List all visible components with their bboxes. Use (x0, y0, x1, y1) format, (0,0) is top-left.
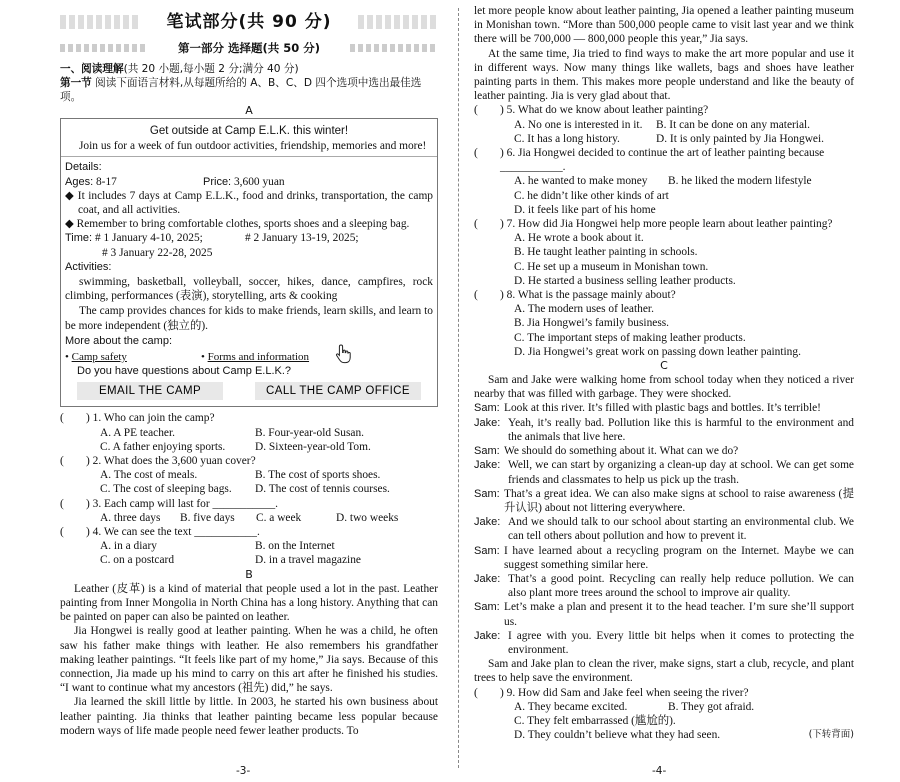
question-7 (474, 217, 854, 288)
reading-note: (共 20 小题,每小题 2 分;满分 40 分) (123, 63, 299, 75)
camp-ad-box (60, 118, 438, 407)
dialogue-text: That’s a good point. Recycling can really help reduce pollution. We can also plant more trees around the school to improve air quality. (508, 572, 854, 600)
ad-links (65, 350, 433, 364)
passage-c-letter: C (660, 359, 668, 373)
question-4 (60, 525, 438, 568)
q8-option-a: A. The modern uses of leather. (514, 303, 654, 316)
camp-headline: Get outside at Camp E.L.K. this winter! (149, 125, 349, 137)
q9-option-c: C. They felt embarrassed (尴尬的). (514, 714, 676, 727)
dialogue-line (474, 629, 854, 657)
speaker-name: Jake: (474, 416, 501, 429)
contact-buttons (65, 378, 433, 402)
dialogue-text: I have learned about a recycling program on the Internet. Maybe we can suggest something similar here. (504, 544, 854, 571)
q7-option-d: D. He started a business selling leather products. (514, 274, 736, 287)
q4-option-c: C. on a postcard (100, 554, 175, 567)
time-3: # 3 January 22-28, 2025 (102, 246, 213, 259)
activities-text: swimming, basketball, volleyball, soccer, hikes, dance, campfires, rock climbing, performances (表演), storytelling, arts & cooking (65, 276, 433, 303)
continue-note: (下转背面) (808, 729, 854, 741)
dialogue-text: Well, we can start by organizing a clean-up day at school. We can get some friends and classmates to help us pick up the trash. (508, 459, 854, 486)
time-2: # 2 January 13-19, 2025; (245, 232, 359, 245)
call-office-button[interactable]: CALL THE CAMP OFFICE (255, 382, 421, 400)
ages-value: 8-17 (93, 175, 117, 188)
instruction-text: 阅读下面语言材料,从每题所给的 A、B、C、D 四个选项中选出最佳选项。 (60, 77, 422, 103)
q9-option-a: A. They became excited. (514, 700, 628, 713)
dialogue-text: Yeah, it’s really bad. Pollution like this is harmful to the environment and the animals that live here. (508, 416, 854, 443)
q1-option-a: A. A PE teacher. (100, 426, 175, 439)
section-title: 第一部分 选择题(共 50 分) (60, 40, 438, 56)
q7-option-b: B. He taught leather painting in schools. (514, 246, 698, 259)
price-value: 3,600 yuan (231, 175, 285, 188)
speaker-name: Jake: (474, 516, 501, 529)
time-label: Time: (65, 232, 93, 245)
dialogue-text: That’s a great idea. We can also make signs at school to raise awareness (提升认识) about not littering everywhere. (504, 487, 854, 514)
q2-option-d: D. The cost of tennis courses. (255, 483, 390, 496)
q3-option-c: C. a week (256, 511, 302, 524)
questions-a (60, 411, 438, 567)
details-label: Details: (65, 161, 102, 174)
ages-label: Ages: (65, 175, 94, 188)
dialogue-line (474, 458, 854, 486)
dialogue-text: Let’s make a plan and present it to the head teacher. I’m sure she’ll support us. (504, 601, 854, 628)
answer-blank[interactable]: ( (60, 455, 64, 468)
answer-blank[interactable]: ( (474, 147, 478, 160)
answer-blank[interactable]: ( (60, 526, 64, 539)
answer-blank[interactable]: ( (474, 289, 478, 302)
camp-safety-link[interactable]: Camp safety (71, 351, 127, 364)
speaker-name: Sam: (474, 544, 500, 557)
dialogue-text: I agree with you. Every little bit helps when it comes to protecting the environment. (508, 629, 854, 656)
q5-stem: ) 5. What do we know about leather painting? (500, 104, 709, 117)
more-label: More about the camp: (65, 334, 173, 347)
q3-option-b: B. five days (180, 511, 235, 524)
q8-option-c: C. The important steps of making leather products. (514, 331, 746, 344)
part-title: 笔试部分(共 90 分) (60, 10, 438, 34)
question-2 (60, 454, 438, 497)
passage-b-para-4: At the same time, Jia tried to find ways to make the art more popular and use it in different ways. Now many things like wallets, bags and shoes have leather painting parts in them. This makes more people understand and like the beauty of leather painting. Jia is very glad about that. (474, 47, 854, 103)
q8-option-b: B. Jia Hongwei’s family business. (514, 317, 670, 330)
passage-b-para-1: Leather (皮革) is a kind of material that people used a lot in the past. Leather painting from Inner Mongolia in North China has a long history. Anything that can be painted on paper can also be painted on leather. (60, 582, 438, 624)
questions-b (474, 103, 854, 359)
dialogue (474, 401, 854, 657)
dialogue-line (474, 515, 854, 543)
q8-stem: ) 8. What is the passage mainly about? (500, 289, 676, 302)
passage-c-outro: Sam and Jake plan to clean the river, make signs, start a club, recycle, and plant trees to help save the environment. (474, 658, 854, 685)
q4-option-d: D. in a travel magazine (255, 554, 361, 567)
dialogue-line (474, 416, 854, 444)
question-3 (60, 497, 438, 525)
right-column (474, 0, 854, 742)
q6-option-b: B. he liked the modern lifestyle (668, 175, 812, 188)
q9-stem: ) 9. How did Sam and Jake feel when seeing the river? (500, 686, 749, 699)
q6-option-a: A. he wanted to make money (514, 175, 648, 188)
dialogue-text: Look at this river. It’s filled with plastic bags and bottles. It’s terrible! (504, 402, 821, 415)
q2-option-a: A. The cost of meals. (100, 469, 198, 482)
passage-c-intro: Sam and Jake were walking home from school today when they noticed a river nearby that was filled with garbage. They were shocked. (474, 374, 854, 401)
q1-option-c: C. A father enjoying sports. (100, 440, 226, 453)
page-number-left: -3- (236, 765, 251, 777)
dialogue-text: And we should talk to our school about starting an environmental club. We can tell others about pollution and how to prevent it. (508, 516, 854, 543)
passage-b-para-3: Jia learned the skill little by little. In 2003, he started his own business about leather painting. Jia thinks that leather painting became less popular because modern ways of life made people need fewer leather products. To (60, 696, 438, 737)
q3-stem: ) 3. Each camp will last for ___________. (86, 497, 279, 510)
speaker-name: Jake: (474, 572, 501, 585)
dialogue-text: We should do something about it. What can we do? (504, 445, 739, 458)
q2-stem: ) 2. What does the 3,600 yuan cover? (86, 455, 256, 468)
answer-blank[interactable]: ( (474, 218, 478, 231)
q9-option-d: D. They couldn’t believe what they had seen. (514, 729, 721, 742)
q1-option-d: D. Sixteen-year-old Tom. (255, 440, 371, 453)
email-camp-button[interactable]: EMAIL THE CAMP (77, 382, 223, 400)
dialogue-line (474, 600, 854, 628)
q6-option-d: D. it feels like part of his home (514, 203, 656, 216)
answer-blank[interactable]: ( (60, 412, 64, 425)
passage-b-letter: B (245, 567, 253, 581)
bring-bullet: ◆ Remember to bring comfortable clothes, sports shoes and a sleeping bag. (65, 218, 410, 231)
q5-option-c: C. It has a long history. (514, 132, 620, 145)
q5-option-d: D. It is only painted by Jia Hongwei. (656, 132, 824, 145)
q7-option-c: C. He set up a museum in Monishan town. (514, 260, 709, 273)
question-9 (474, 686, 854, 743)
question-line: Do you have questions about Camp E.L.K.? (77, 365, 292, 378)
chances-text: The camp provides chances for kids to make friends, learn skills, and learn to be more independent (独立的). (65, 305, 433, 332)
q5-option-b: B. It can be done on any material. (656, 118, 811, 131)
passage-b-para-2: Jia Hongwei is really good at leather painting. When he was a child, he often saw his father make things with leather. He also remembers his grandfather making leather paintings. “It feels like part of my home,” Jia says. Because of this connection, Jia made up his mind to carry on this art after he finished his studies. “I want to continue what my ancestors (祖先) did,” he says. (60, 625, 438, 695)
q7-stem: ) 7. How did Jia Hongwei help more people learn about leather painting? (500, 218, 833, 231)
speaker-name: Sam: (474, 601, 500, 614)
q8-option-d: D. Jia Hongwei’s great work on passing down leather painting. (514, 345, 801, 358)
time-1: # 1 January 4-10, 2025; (92, 232, 203, 245)
q6-option-c: C. he didn’t like other kinds of art (514, 189, 669, 202)
q9-option-b: B. They got afraid. (668, 700, 755, 713)
question-1 (60, 411, 438, 454)
camp-intro: Join us for a week of fun outdoor activities, friendship, memories and more! (79, 140, 427, 153)
hand-cursor-icon (335, 344, 353, 364)
q6-stem: ) 6. Jia Hongwei decided to continue the art of leather painting because ___________. (500, 147, 825, 174)
q1-stem: ) 1. Who can join the camp? (86, 412, 215, 425)
q4-option-b: B. on the Internet (255, 540, 335, 553)
reading-instruction (60, 62, 438, 104)
speaker-name: Jake: (474, 459, 501, 472)
speaker-name: Sam: (474, 402, 500, 415)
q4-option-a: A. in a diary (100, 540, 157, 553)
question-6 (474, 146, 854, 217)
q3-option-a: A. three days (100, 511, 161, 524)
dialogue-line (474, 487, 854, 515)
passage-b-para-3-cont: let more people know about leather painting, Jia opened a leather painting museum in Monishan town. “More than 500,000 people came to visit last year and we think there will be 700,000 — 800,000 people this year,” Jia says. (474, 5, 854, 46)
question-8 (474, 288, 854, 359)
q5-option-a: A. No one is interested in it. (514, 118, 643, 131)
page-number-right: -4- (652, 765, 667, 777)
answer-blank[interactable]: ( (60, 497, 64, 510)
reading-heading: 一、阅读理解 (60, 63, 124, 75)
column-divider (458, 8, 459, 768)
time-row (65, 231, 433, 245)
q7-option-a: A. He wrote a book about it. (514, 232, 644, 245)
q2-option-c: C. The cost of sleeping bags. (100, 483, 232, 496)
bullet-dot-2: • (201, 351, 208, 364)
price-label: Price: (203, 175, 232, 188)
speaker-name: Sam: (474, 445, 500, 458)
q2-option-b: B. The cost of sports shoes. (255, 469, 381, 482)
q1-option-b: B. Four-year-old Susan. (255, 426, 365, 439)
dialogue-line (474, 544, 854, 572)
q3-option-d: D. two weeks (336, 511, 399, 524)
answer-blank[interactable]: ( (474, 104, 478, 117)
q4-stem: ) 4. We can see the text ___________. (86, 526, 260, 539)
dialogue-line (474, 444, 854, 458)
activities-label: Activities: (65, 260, 112, 273)
speaker-name: Jake: (474, 629, 501, 642)
section-label: 第一节 (60, 77, 92, 89)
forms-info-link[interactable]: Forms and information (207, 351, 310, 364)
ages-price-row (65, 175, 433, 189)
includes-bullet: ◆ It includes 7 days at Camp E.L.K., food and drinks, transportation, the camp coat, and all activities. (65, 189, 433, 217)
speaker-name: Sam: (474, 487, 500, 500)
ad-divider (61, 156, 437, 157)
left-column (60, 0, 438, 738)
answer-blank[interactable]: ( (474, 686, 478, 699)
bullet-dot-1: • (65, 351, 72, 364)
dialogue-line (474, 401, 854, 415)
passage-a-letter: A (245, 104, 253, 117)
question-5 (474, 103, 854, 146)
dialogue-line (474, 572, 854, 600)
